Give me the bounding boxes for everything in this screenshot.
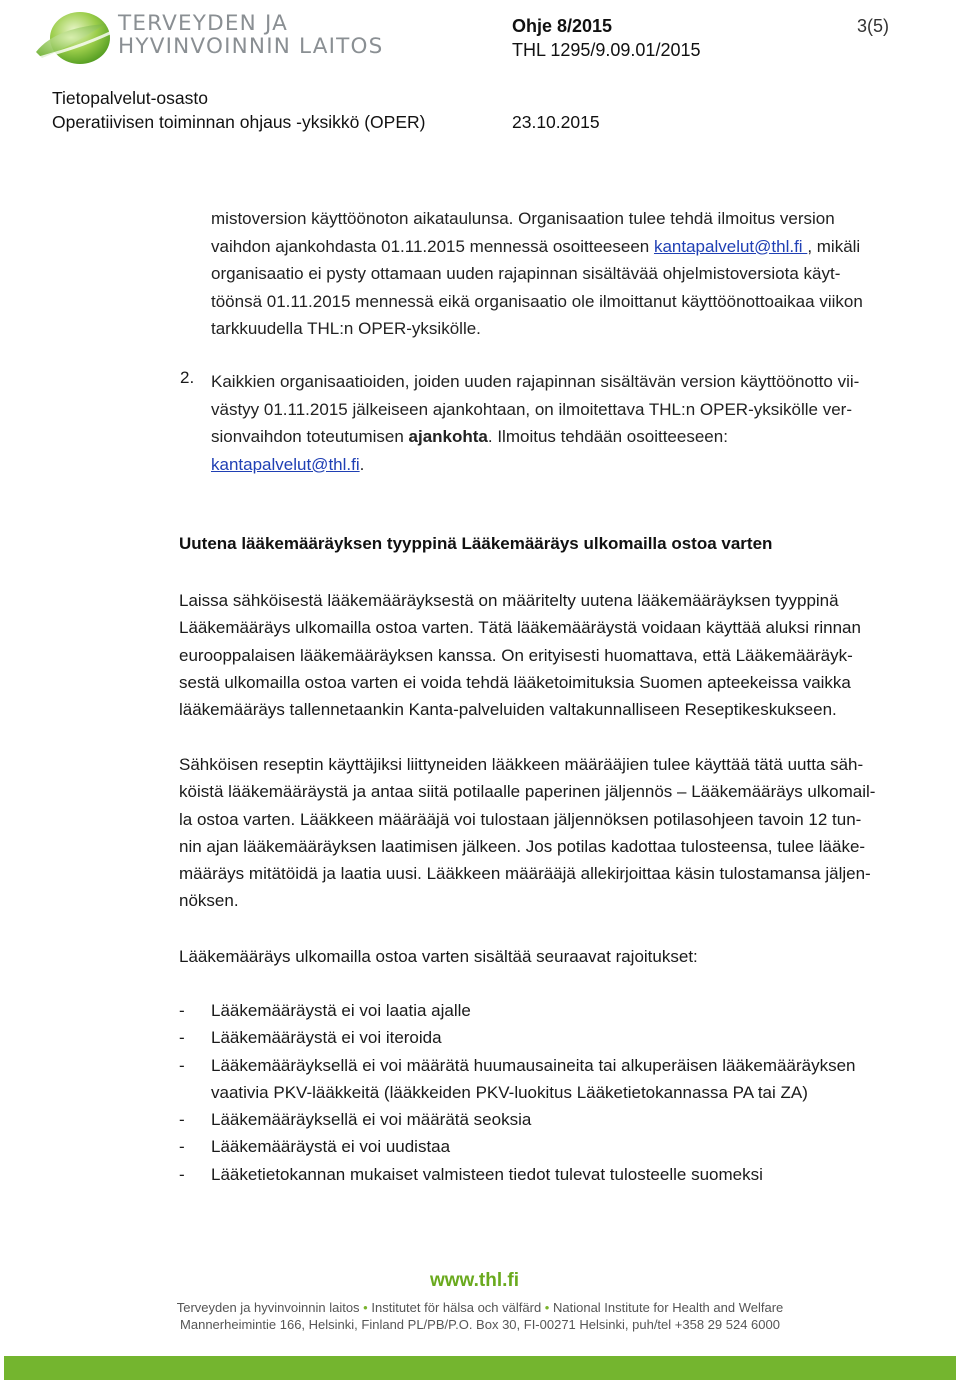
text-line: Kaikkien organisaatioiden, joiden uuden rajapinnan sisältävän version käyttöönotto vii- [211,372,860,391]
document-title: Ohje 8/2015 [512,16,613,36]
text-line: västyy 01.11.2015 jälkeiseen ajankohtaan, on ilmoitettava THL:n OPER-yksikölle ver- [211,399,852,419]
restrictions-list [179,997,914,1188]
thl-leaf-icon [28,4,118,66]
text-line: lääkemääräys tallennetaankin Kanta-palveluiden valtakunnalliseen Reseptikeskukseen. [179,700,837,720]
document-date: 23.10.2015 [512,112,600,132]
bullet-separator: • [363,1300,368,1315]
page-number: 3(5) [857,16,890,36]
text-line: Sähköisen reseptin käyttäjiksi liittyneiden lääkkeen määrääjien tulee käyttää tätä uutta säh- [179,755,864,774]
text-line: mistoversion käyttöönoton aikataulunsa. Organisaation tulee tehdä ilmoitus version [211,209,835,228]
text-line: vaihdon ajankohdasta 01.11.2015 mennessä osoitteeseen kantapalvelut@thl.fi , mikäli [211,236,861,256]
email-link[interactable]: kantapalvelut@thl.fi [211,454,360,474]
text-line: sestä ulkomailla ostoa varten ei voida tehdä lääketoimituksia Suomen apteekeissa vaikka [179,672,851,692]
text-line: sionvaihdon toteutumisen ajankohta. Ilmoitus tehdään osoitteeseen: [211,427,728,446]
footer-address: Mannerheimintie 166, Helsinki, Finland PL/PB/P.O. Box 30, FI-00271 Helsinki, puh/tel +358 29 524 6000 [180,1317,780,1332]
bullet-separator: • [544,1300,550,1315]
footer-bar [4,1356,956,1380]
list-item: - Lääkemääräystä ei voi laatia ajalle [179,1001,471,1020]
paragraph: Lääkemääräys ulkomailla ostoa varten sisältää seuraavat rajoitukset: [179,947,698,966]
text-line: organisaatio ei pysty ottamaan uuden rajapinnan sisältävää ohjelmistoversiota käyt- [211,264,841,283]
list-item-2 [211,368,911,478]
email-link[interactable]: kantapalvelut@thl.fi [653,236,808,256]
list-item: - Lääkemääräyksellä ei voi määrätä huumausaineita tai alkuperäisen lääkemääräyksen vaativia PKV-lääkkeitä (lääkkeiden PKV-luokitus Lääketietokannassa PA tai ZA) [179,1055,856,1102]
text-line: köistä lääkemääräystä ja antaa siitä potilaalle paperinen jäljennös – Lääkemääräys ulkomail- [179,782,876,802]
list-item: - Lääketietokannan mukaiset valmisteen tiedot tulevat tulosteelle suomeksi [179,1164,763,1184]
department: Tietopalvelut-osasto [52,88,208,108]
text-line: tarkkuudella THL:n OPER-yksikölle. [211,319,481,338]
text-line: eurooppalaisen lääkemääräyksen kanssa. On erityisesti huomattava, että Lääkemääräyk- [179,645,853,665]
footer-institution-names: Terveyden ja hyvinvoinnin laitos • Institutet för hälsa och välfärd • National Institute for Health and Welfare [176,1300,784,1315]
list-item: - Lääkemääräystä ei voi uudistaa [179,1137,451,1157]
logo-line-1: TERVEYDEN JA [118,11,289,36]
logo-wordmark [118,12,383,58]
document-id: THL 1295/9.09.01/2015 [512,40,701,60]
footer-website[interactable]: www.thl.fi [430,1270,520,1291]
text-line: Lääkemääräys ulkomailla ostoa varten. Tätä lääkemääräystä voidaan käyttää aluksi rinnan [179,618,861,638]
section-1-text [211,205,911,343]
logo-line-2: HYVINVOINNIN LAITOS [118,34,384,59]
list-item-number: 2. [180,368,195,387]
paragraph [179,751,914,915]
text-line: nin ajan lääkemääräyksen laatimisen jälkeen. Jos potilas kadottaa tulosteensa, tulee lääke- [179,836,866,856]
paragraph [179,587,914,723]
text-line: la ostoa varten. Lääkkeen määrääjä voi tulostaan jäljennöksen potilasohjeen tavoin 12 tun- [179,809,862,829]
unit: Operatiivisen toiminnan ohjaus -yksikkö (OPER) [52,112,426,132]
list-item: - Lääkemääräystä ei voi iteroida [179,1028,442,1048]
list-item: - Lääkemääräyksellä ei voi määrätä seoksia [179,1110,532,1130]
text-line: kantapalvelut@thl.fi. [211,454,365,474]
bold-text: ajankohta [408,427,488,446]
section-heading: Uutena lääkemääräyksen tyyppinä Lääkemääräys ulkomailla ostoa varten [179,534,773,553]
text-line: Laissa sähköisestä lääkemääräyksestä on määritelty uutena lääkemääräyksen tyyppinä [179,591,839,610]
text-line: määräys mitätöidä ja laatia uusi. Lääkkeen määrääjä allekirjoittaa käsin tulostamansa jäljen- [179,864,871,884]
text-line: nöksen. [179,891,239,911]
text-line: töönsä 01.11.2015 mennessä eikä organisaatio ole ilmoittanut käyttöönottoaikaa viikon [211,291,863,311]
